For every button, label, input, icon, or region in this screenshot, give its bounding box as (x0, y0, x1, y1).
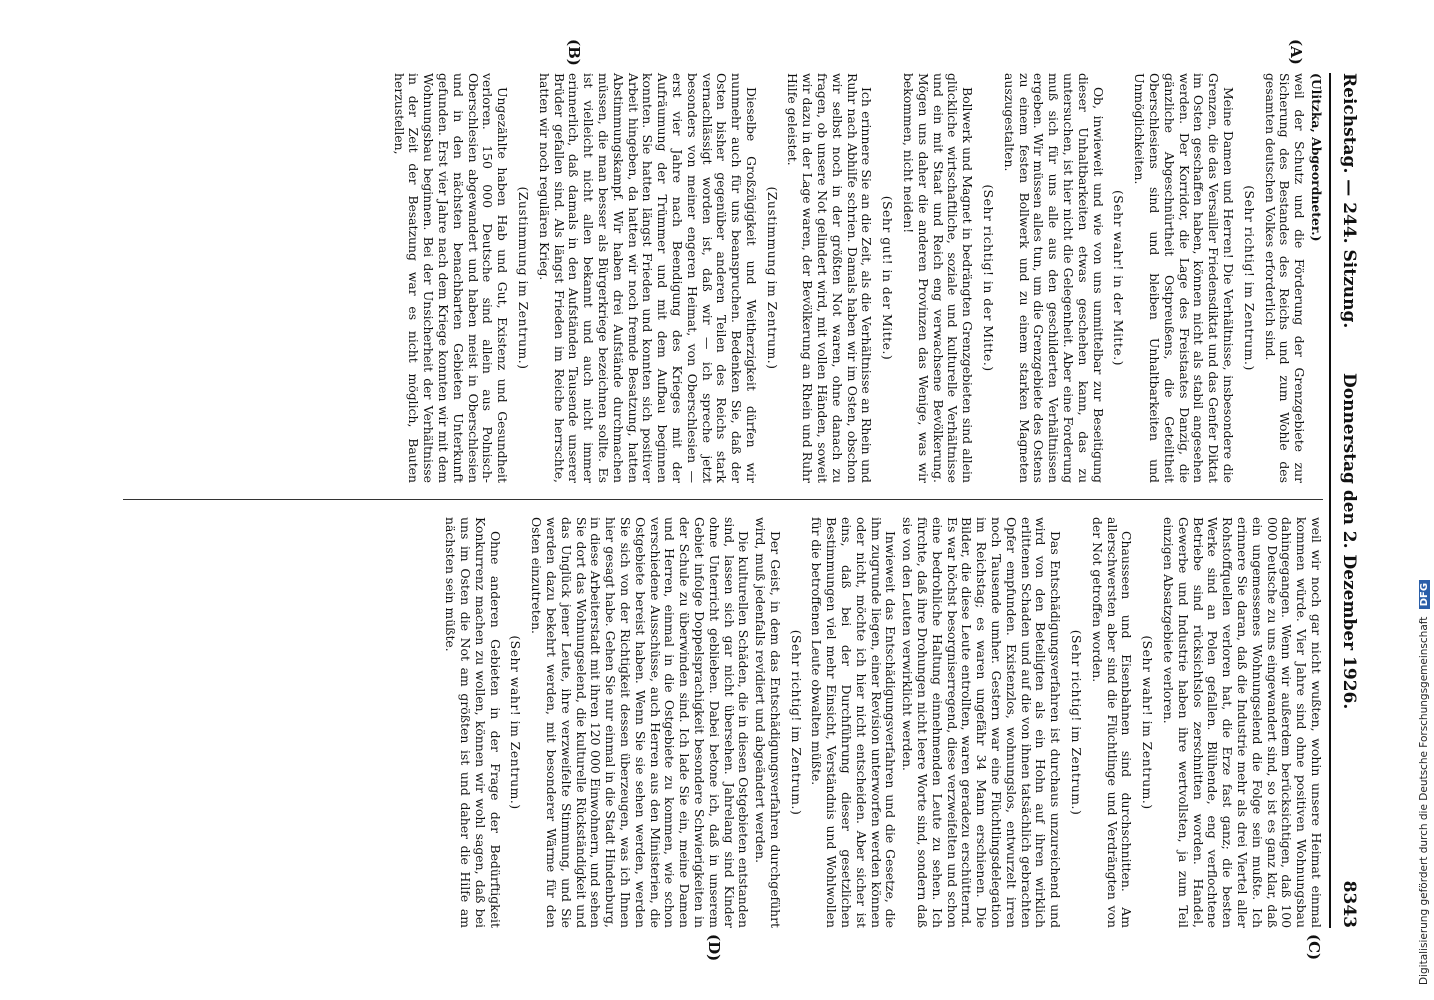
paragraph: Ohne anderen Gebieten in der Frage der Bedürftigkeit Konkurrenz machen zu wollen, können wir wohl sagen, daß bei uns im Osten die Not am größten ist und daher die Hilfe am nächsten sein müßte. (443, 517, 503, 928)
margin-marker-a: (A) (1287, 39, 1305, 65)
interjection: (Sehr richtig! in der Mitte.) (981, 184, 997, 372)
paragraph: Ob, inwieweit und wie von uns unmittelbar zur Beseitigung dieser Unhaltbarkeiten etwas geschehen kann, das zu untersuchen, ist hier nicht die Gelegenheit. Aber eine Forderung muß sich für uns alle aus den geschilderten Verhältnissen ergeben. Wir müssen alles tun, um die Grenzgebiete des Ostens zu einem festen Bollwerk und zu einem starken Magneten auszugestalten. (1001, 73, 1106, 483)
paragraph: Dieselbe Großzügigkeit und Weitherzigkeit dürfen wir nunmehr auch für uns beanspruchen. Bedenken Sie, daß der Osten bisher gegenüber anderen Teilen des Reichs stark vernachlässigt worden ist, daß wir — ich spreche jetzt besonders von meiner engeren Heimat, von Oberschlesien — erst vier Jahre nach Beendigung des Krieges mit der Aufräumung der Trümmer und mit dem Aufbau beginnen konnten. Sie hatten längst Frieden und konnten sich positiver Arbeit hingeben, da hatten wir noch fremde Besatzung, hatten Abstimmungskampf. Wir haben drei Aufstände durchmachen müssen, die man besser als Bürgerkriege bezeichnen sollte. Es ist vielleicht nicht allen bekannt und auch nicht immer erinnerlich, daß damals in den Aufständen Tausende unserer Brüder gefallen sind. Als längst Frieden im Reiche herrschte, hatten wir noch regulären Krieg. (536, 73, 759, 483)
interjection: (Sehr wahr! im Zentrum.) (1140, 635, 1156, 810)
header-rule (1329, 73, 1331, 928)
page-number: 8343 (1339, 880, 1359, 928)
speaker-line: (Ulitzka, Abgeordneter.) (1309, 73, 1324, 242)
running-head (1331, 73, 1363, 928)
rotated-page (113, 39, 1363, 962)
header-session: Reichstag. — 244. Sitzung. (1339, 73, 1359, 329)
header-date: Donnerstag den 2. Dezember 1926. (1339, 373, 1359, 710)
interjection: (Sehr gut! in der Mitte.) (880, 195, 896, 361)
interjection: (Sehr wahr! in der Mitte.) (1111, 189, 1127, 367)
page-content (113, 39, 1363, 962)
paragraph: Meine Damen und Herren! Die Verhältnisse, insbesondere die Grenzen, die das Versailler Friedensdiktat und das Genfer Diktat im Osten geschaffen haben, können nicht als stabil angesehen werden. Der Korridor, die Lage des Freistaates Danzig, die gänzliche Abgeschnürtheit Ostpreußens, die Geteiltheit Oberschlesiens sind und bleiben Unhaltbarkeiten und Unmöglichkeiten. (1132, 73, 1237, 483)
paragraph: Der Geist, in dem das Entschädigungsverfahren durchgeführt wird, muß jedenfalls revidiert und abgeändert werden. (753, 517, 783, 928)
digitization-credit (1418, 0, 1434, 985)
interjection: (Sehr richtig! im Zentrum.) (1069, 629, 1085, 816)
dfg-logo: DFG (1419, 580, 1430, 609)
paragraph: weil der Schutz und die Förderung der Grenzgebiete zur Sicherung des Bestandes des Reichs und zum Wohle des gesamten deutschen Volkes erforderlich sind. (1262, 73, 1308, 483)
credit-text: Digitalisierung gefördert durch die Deutsche Forschungsgemeinschaft (1418, 616, 1430, 985)
left-column (123, 73, 1323, 483)
paragraph: Ungezählte haben Hab und Gut, Existenz und Gesundheit verloren. 150 000 Deutsche sind allein aus Polnisch-Oberschlesien abgewandert und haben meist in Oberschlesien und in den nächsten benachbarten Gebieten Unterkunft gefunden. Erst vier Jahre nach dem Kriege konnten wir mit dem Wohnungsbau beginnen. Bei der Unsicherheit der Verhältnisse in der Zeit der Besatzung war es nicht möglich, Bauten herzustellen, (391, 73, 511, 483)
interjection: (Zustimmung im Zentrum.) (764, 186, 780, 370)
right-column (123, 517, 1323, 928)
paragraph: weil wir noch gar nicht wußten, wohin unsere Heimat einmal kommen würde. Vier Jahre sind ohne positiven Wohnungsbau dahingegangen. Wenn wir außerdem berücksichtigen, daß 100 000 Deutsche zu uns eingewandert sind, so ist es ganz klar, daß ein ungemessenes Wohnungselend die Folge sein mußte. Ich erinnere Sie daran, daß die Industrie mehr als drei Viertel aller Rohstoffquellen verloren hat, die Erze fast ganz; die besten Werke sind an Polen gefallen. Blühende, eng verflochtene Betriebe sind rücksichtslos zerschnitten worden. Handel, Gewerbe und Industrie haben ihre wertvollsten, ja zum Teil einzigen Absatzgebiete verloren. (1161, 517, 1324, 928)
interjection: (Sehr richtig! im Zentrum.) (1241, 185, 1257, 371)
margin-marker-c: (C) (1305, 934, 1323, 961)
paragraph: Inwieweit das Entschädigungsverfahren und die Gesetze, die ihm zugrunde liegen, einer Revision unterworfen werden können oder nicht, möchte ich hier nicht entscheiden. Aber sicher ist eins, daß bei der Durchführung dieser gesetzlichen Bestimmungen viel mehr Einsicht, Verständnis und Wohlwollen für die betroffenen Leute obwalten müßte. (809, 517, 899, 928)
paragraph: Die kulturellen Schäden, die in diesen Ostgebieten entstanden sind, lassen sich gar nicht übersehen. Jahrelang sind Kinder ohne Unterricht geblieben. Dabei betone ich, daß in unserem Gebiet infolge Doppelsprachigkeit besondere Schwierigkeiten in der Schule zu überwinden sind. Ich lade Sie ein, meine Damen und Herren, einmal in die Ostgebiete zu kommen, wie schon verschiedene Ausschüsse, auch Herren aus den Ministerien, die Ostgebiete bereist haben. Wenn Sie sie sehen werden, werden Sie sich von der Richtigkeit dessen überzeugen, was ich Ihnen hier gesagt habe. Gehen Sie nur einmal in die Stadt Hindenburg, in diese Arbeiterstadt mit ihren 120 000 Einwohnern, und sehen Sie dort das Wohnungselend, die kulturelle Rückständigkeit und das Unglück jener Leute, ihre verzweifelte Stimmung, und Sie werden dazu bekehrt werden, mit besonderer Wärme für den Osten einzutreten. (529, 517, 752, 928)
interjection: (Sehr wahr! im Zentrum.) (508, 635, 524, 810)
column-divider (123, 499, 1323, 500)
paragraph: Chausseen und Eisenbahnen sind durchschnitten. Am allerschwersten aber sind die Flüchtlinge und Verdrängten von der Not getroffen worden. (1089, 517, 1135, 928)
paragraph: Ich erinnere Sie an die Zeit, als die Verhältnisse an Rhein und Ruhr nach Abhilfe schrien. Damals haben wir im Osten, obschon wir selbst noch in der größten Not waren, ohne danach zu fragen, ob unsere Not gelindert wird, mit vollen Händen, soweit wir dazu in der Lage waren, der Bevölkerung an Rhein und Ruhr Hilfe geleistet. (785, 73, 875, 483)
margin-marker-b: (B) (565, 39, 583, 66)
interjection: (Sehr richtig! im Zentrum.) (788, 629, 804, 816)
margin-marker-d: (D) (705, 934, 723, 962)
interjection: (Zustimmung im Zentrum.) (515, 186, 531, 370)
paragraph: Das Entschädigungsverfahren ist durchaus unzureichend und wird von den Beteiligten als ein Hohn auf ihren wirklich erlittenen Schaden und auf die von ihnen tatsächlich gebrachten Opfer empfunden. Existenzlos, wohnungslos, entwurzelt irren noch Tausende umher. Gestern war eine Flüchtlingsdelegation im Reichstag; es waren ungefähr 34 Mann erschienen. Die Bilder, die diese Leute entrollten, waren geradezu erschütternd. Es war höchst besorgniserregend, diese verzweifelten und schon eine bedrohliche Haltung einnehmenden Leute zu sehen. Ich fürchte, daß ihre Drohungen nicht leere Worte sind, sondern daß sie von den Leuten verwirklicht werden. (900, 517, 1064, 928)
paragraph: Bollwerk und Magnet in bedrängten Grenzgebieten sind allein glückliche wirtschaftliche, soziale und kulturelle Verhältnisse und ein mit Staat und Reich eng verwachsene Bevölkerung. Mögen uns daher die anderen Provinzen das Wenige, was wir bekommen, nicht neiden! (901, 73, 976, 483)
